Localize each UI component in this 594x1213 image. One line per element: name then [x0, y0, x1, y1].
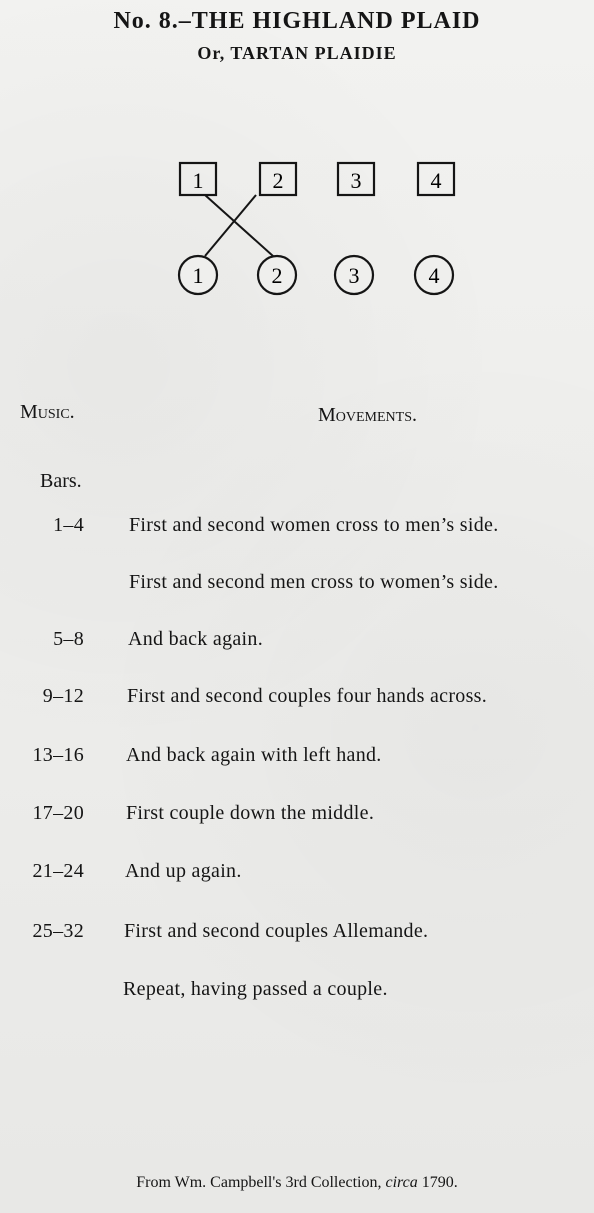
movement-text: First and second women cross to men’s side.	[129, 514, 499, 536]
movements-column-header: Movements.	[318, 404, 418, 426]
svg-text:4: 4	[430, 168, 442, 193]
svg-text:1: 1	[192, 168, 204, 193]
movement-text: First couple down the middle.	[126, 802, 375, 824]
bar-range: 17–20	[32, 802, 84, 824]
bars-label: Bars.	[40, 470, 82, 492]
movement-row	[0, 978, 594, 1006]
svg-text:2: 2	[272, 168, 284, 193]
bar-range: 25–32	[32, 920, 84, 942]
movement-row	[0, 802, 594, 830]
svg-text:4: 4	[428, 263, 440, 288]
cross-line-2	[205, 195, 256, 256]
svg-text:1: 1	[192, 263, 204, 288]
movement-row	[0, 628, 594, 656]
woman-3-circle	[335, 256, 373, 294]
svg-text:2: 2	[271, 263, 283, 288]
page-subtitle: Or, TARTAN PLAIDIE	[197, 43, 397, 63]
bar-range: 13–16	[32, 744, 84, 766]
movement-row	[0, 571, 594, 599]
movement-text: Repeat, having passed a couple.	[123, 978, 388, 1000]
source-prefix: From Wm. Campbell's 3rd Collection,	[136, 1174, 386, 1191]
source-circa: circa	[385, 1174, 418, 1191]
man-3-square	[338, 163, 374, 195]
svg-text:3: 3	[350, 168, 362, 193]
movement-text: First and second couples four hands across.	[127, 685, 488, 707]
movement-text: And back again.	[128, 628, 264, 650]
movement-row	[0, 514, 594, 542]
movement-row	[0, 685, 594, 713]
bar-range: 21–24	[32, 860, 84, 882]
movement-row	[0, 860, 594, 888]
source-attribution	[0, 1174, 594, 1192]
movement-text: First and second couples Allemande.	[124, 920, 429, 942]
movement-text: First and second men cross to women’s side.	[129, 571, 499, 593]
bar-range: 1–4	[53, 514, 84, 536]
woman-4-circle	[415, 256, 453, 294]
man-2-square	[260, 163, 296, 195]
movement-text: And back again with left hand.	[126, 744, 382, 766]
movement-text: And up again.	[125, 860, 242, 882]
man-4-square	[418, 163, 454, 195]
movement-row	[0, 744, 594, 772]
bar-range: 9–12	[42, 685, 84, 707]
svg-text:3: 3	[348, 263, 360, 288]
bar-range: 5–8	[53, 628, 84, 650]
woman-2-circle	[258, 256, 296, 294]
source-year: 1790.	[417, 1174, 458, 1191]
dance-formation-diagram	[160, 150, 480, 310]
movement-row	[0, 920, 594, 948]
music-column-header: Music.	[20, 401, 75, 423]
man-1-square	[180, 163, 216, 195]
woman-1-circle	[179, 256, 217, 294]
cross-line-1	[205, 195, 273, 256]
page-title: No. 8.–THE HIGHLAND PLAID	[113, 8, 481, 34]
